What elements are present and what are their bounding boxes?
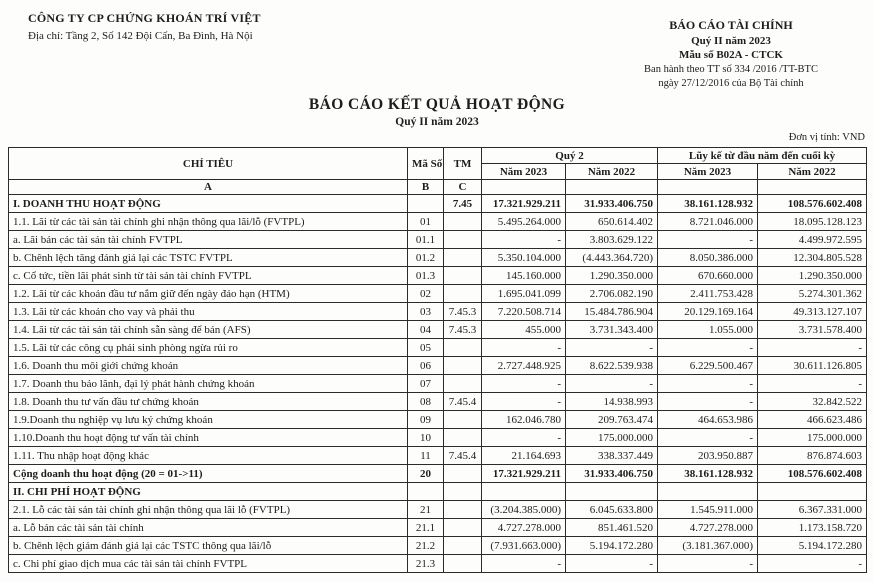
row-note-cell: [444, 231, 482, 249]
table-row: [9, 519, 867, 537]
row-lk-2022-cell: 876.874.603: [758, 447, 867, 465]
row-label-cell: b. Chênh lệch giảm đánh giá lại các TSTC thông qua lãi/lỗ: [9, 537, 408, 555]
row-note-cell: [444, 357, 482, 375]
row-label-cell: 1.10.Doanh thu hoạt động tư vấn tài chính: [9, 429, 408, 447]
report-info-date: ngày 27/12/2016 của Bộ Tài chính: [658, 77, 804, 89]
row-lk-2022-cell: 5.274.301.362: [758, 285, 867, 303]
report-info-circular: Ban hành theo TT số 334 /2016 /TT-BTC: [644, 63, 818, 75]
row-lk-2023-cell: 1.055.000: [658, 321, 758, 339]
row-q2-2022-cell: 175.000.000: [566, 429, 658, 447]
row-note-cell: [444, 537, 482, 555]
report-info-title: BÁO CÁO TÀI CHÍNH: [669, 18, 793, 32]
header-col-a: A: [9, 180, 408, 195]
row-note-cell: 7.45: [444, 195, 482, 213]
row-lk-2022-cell: 5.194.172.280: [758, 537, 867, 555]
header-col-empty: [758, 180, 867, 195]
header-col-c: C: [444, 180, 482, 195]
row-q2-2023-cell: 455.000: [482, 321, 566, 339]
row-lk-2023-cell: -: [658, 375, 758, 393]
row-lk-2023-cell: -: [658, 429, 758, 447]
row-code-cell: 21.2: [408, 537, 444, 555]
row-lk-2022-cell: 30.611.126.805: [758, 357, 867, 375]
row-label-cell: 1.3. Lãi từ các khoản cho vay và phải thu: [9, 303, 408, 321]
row-label-cell: b. Chênh lệch tăng đánh giá lại các TSTC FVTPL: [9, 249, 408, 267]
row-note-cell: [444, 555, 482, 573]
row-label-cell: 1.8. Doanh thu tư vấn đầu tư chứng khoán: [9, 393, 408, 411]
row-lk-2022-cell: 18.095.128.123: [758, 213, 867, 231]
row-q2-2023-cell: 17.321.929.211: [482, 195, 566, 213]
row-lk-2023-cell: 8.721.046.000: [658, 213, 758, 231]
row-code-cell: 01: [408, 213, 444, 231]
row-q2-2022-cell: 2.706.082.190: [566, 285, 658, 303]
row-note-cell: 7.45.4: [444, 393, 482, 411]
row-q2-2023-cell: -: [482, 339, 566, 357]
row-lk-2022-cell: 12.304.805.528: [758, 249, 867, 267]
table-row: [9, 249, 867, 267]
table-row: [9, 321, 867, 339]
row-lk-2022-cell: 6.367.331.000: [758, 501, 867, 519]
report-info-form: Mẫu số B02A - CTCK: [679, 49, 783, 62]
row-note-cell: [444, 519, 482, 537]
row-code-cell: 02: [408, 285, 444, 303]
row-lk-2023-cell: -: [658, 231, 758, 249]
row-lk-2023-cell: (3.181.367.000): [658, 537, 758, 555]
table-row: [9, 537, 867, 555]
row-code-cell: [408, 483, 444, 501]
row-q2-2022-cell: 8.622.539.938: [566, 357, 658, 375]
header-q2-2022: Năm 2022: [566, 164, 658, 180]
row-lk-2023-cell: 38.161.128.932: [658, 465, 758, 483]
row-code-cell: 04: [408, 321, 444, 339]
row-q2-2022-cell: 1.290.350.000: [566, 267, 658, 285]
row-label-cell: a. Lỗ bán các tài sản tài chính: [9, 519, 408, 537]
row-q2-2023-cell: (3.204.385.000): [482, 501, 566, 519]
report-table-body: [9, 195, 867, 573]
row-q2-2023-cell: 4.727.278.000: [482, 519, 566, 537]
row-lk-2023-cell: -: [658, 339, 758, 357]
report-info-block: [592, 18, 870, 91]
row-q2-2023-cell: 17.321.929.211: [482, 465, 566, 483]
row-note-cell: [444, 267, 482, 285]
header-tm: TM: [444, 148, 482, 180]
row-code-cell: 05: [408, 339, 444, 357]
table-row: [9, 429, 867, 447]
row-label-cell: c. Chi phí giao dịch mua các tài sản tài chính FVTPL: [9, 555, 408, 573]
row-q2-2022-cell: 15.484.786.904: [566, 303, 658, 321]
row-q2-2023-cell: -: [482, 429, 566, 447]
row-q2-2023-cell: 21.164.693: [482, 447, 566, 465]
row-lk-2023-cell: -: [658, 393, 758, 411]
row-label-cell: II. CHI PHÍ HOẠT ĐỘNG: [9, 483, 408, 501]
row-lk-2023-cell: 2.411.753.428: [658, 285, 758, 303]
report-info-period: Quý II năm 2023: [691, 34, 771, 47]
row-q2-2023-cell: -: [482, 375, 566, 393]
row-lk-2023-cell: 670.660.000: [658, 267, 758, 285]
table-row: [9, 267, 867, 285]
row-note-cell: 7.45.3: [444, 321, 482, 339]
row-q2-2022-cell: 3.731.343.400: [566, 321, 658, 339]
row-note-cell: [444, 411, 482, 429]
table-row: [9, 231, 867, 249]
row-q2-2022-cell: (4.443.364.720): [566, 249, 658, 267]
header-lk-2023: Năm 2023: [658, 164, 758, 180]
row-lk-2023-cell: 203.950.887: [658, 447, 758, 465]
row-label-cell: 2.1. Lỗ các tài sản tài chính ghi nhận thông qua lãi lỗ (FVTPL): [9, 501, 408, 519]
row-lk-2022-cell: 3.731.578.400: [758, 321, 867, 339]
row-q2-2023-cell: 145.160.000: [482, 267, 566, 285]
table-header: [9, 148, 867, 195]
row-q2-2022-cell: 5.194.172.280: [566, 537, 658, 555]
row-lk-2022-cell: 4.499.972.595: [758, 231, 867, 249]
row-lk-2022-cell: [758, 483, 867, 501]
row-lk-2022-cell: 175.000.000: [758, 429, 867, 447]
row-lk-2022-cell: 32.842.522: [758, 393, 867, 411]
row-q2-2022-cell: 31.933.406.750: [566, 465, 658, 483]
row-q2-2022-cell: 338.337.449: [566, 447, 658, 465]
row-note-cell: [444, 285, 482, 303]
row-lk-2022-cell: -: [758, 339, 867, 357]
header-col-empty: [566, 180, 658, 195]
row-lk-2023-cell: -: [658, 555, 758, 573]
table-row: [9, 339, 867, 357]
row-label-cell: a. Lãi bán các tài sản tài chính FVTPL: [9, 231, 408, 249]
row-code-cell: 01.3: [408, 267, 444, 285]
table-row: [9, 357, 867, 375]
table-row: [9, 213, 867, 231]
row-q2-2022-cell: 209.763.474: [566, 411, 658, 429]
table-row: [9, 375, 867, 393]
row-code-cell: 11: [408, 447, 444, 465]
row-lk-2023-cell: 8.050.386.000: [658, 249, 758, 267]
row-lk-2022-cell: 108.576.602.408: [758, 195, 867, 213]
row-q2-2023-cell: 2.727.448.925: [482, 357, 566, 375]
header-col-empty: [482, 180, 566, 195]
header-quy2-group: Quý 2: [482, 148, 658, 164]
row-lk-2022-cell: 49.313.127.107: [758, 303, 867, 321]
row-code-cell: 01.2: [408, 249, 444, 267]
row-note-cell: [444, 213, 482, 231]
row-q2-2023-cell: 7.220.508.714: [482, 303, 566, 321]
row-lk-2022-cell: -: [758, 375, 867, 393]
row-q2-2023-cell: (7.931.663.000): [482, 537, 566, 555]
row-lk-2023-cell: 1.545.911.000: [658, 501, 758, 519]
table-row: [9, 393, 867, 411]
row-label-cell: c. Cổ tức, tiền lãi phát sinh từ tài sản tài chính FVTPL: [9, 267, 408, 285]
row-lk-2023-cell: 20.129.169.164: [658, 303, 758, 321]
row-q2-2023-cell: 1.695.041.099: [482, 285, 566, 303]
row-label-cell: Cộng doanh thu hoạt động (20 = 01->11): [9, 465, 408, 483]
row-code-cell: 06: [408, 357, 444, 375]
row-q2-2022-cell: -: [566, 375, 658, 393]
row-note-cell: [444, 501, 482, 519]
income-statement-table: [8, 147, 867, 573]
row-q2-2022-cell: -: [566, 339, 658, 357]
table-row: [9, 501, 867, 519]
row-note-cell: [444, 483, 482, 501]
row-lk-2023-cell: 6.229.500.467: [658, 357, 758, 375]
row-label-cell: 1.2. Lãi từ các khoản đầu tư nắm giữ đến ngày đáo hạn (HTM): [9, 285, 408, 303]
row-label-cell: 1.9.Doanh thu nghiệp vụ lưu ký chứng khoán: [9, 411, 408, 429]
title-block: [0, 96, 874, 128]
header-ma-so: Mã Số: [408, 148, 444, 180]
table-row: [9, 303, 867, 321]
header-chi-tieu: CHỈ TIÊU: [9, 148, 408, 180]
row-lk-2023-cell: 4.727.278.000: [658, 519, 758, 537]
header-group-row: [9, 148, 867, 164]
row-code-cell: 07: [408, 375, 444, 393]
company-name: CÔNG TY CP CHỨNG KHOÁN TRÍ VIỆT: [28, 11, 261, 25]
row-q2-2022-cell: 3.803.629.122: [566, 231, 658, 249]
header-q2-2023: Năm 2023: [482, 164, 566, 180]
row-q2-2023-cell: 5.350.104.000: [482, 249, 566, 267]
row-label-cell: 1.5. Lãi từ các công cụ phái sinh phòng ngừa rủi ro: [9, 339, 408, 357]
row-label-cell: 1.4. Lãi từ các tài sản tài chính sẵn sàng để bán (AFS): [9, 321, 408, 339]
row-q2-2023-cell: -: [482, 231, 566, 249]
row-note-cell: [444, 249, 482, 267]
row-lk-2022-cell: -: [758, 555, 867, 573]
table-row: [9, 483, 867, 501]
row-lk-2022-cell: 108.576.602.408: [758, 465, 867, 483]
row-q2-2022-cell: -: [566, 555, 658, 573]
row-code-cell: 10: [408, 429, 444, 447]
table-row: [9, 465, 867, 483]
row-q2-2023-cell: 5.495.264.000: [482, 213, 566, 231]
row-q2-2023-cell: -: [482, 393, 566, 411]
row-code-cell: 21: [408, 501, 444, 519]
row-label-cell: 1.7. Doanh thu bảo lãnh, đại lý phát hành chứng khoán: [9, 375, 408, 393]
row-q2-2023-cell: -: [482, 555, 566, 573]
row-q2-2022-cell: 14.938.993: [566, 393, 658, 411]
row-label-cell: 1.6. Doanh thu môi giới chứng khoán: [9, 357, 408, 375]
company-header: [28, 11, 261, 42]
table-row: [9, 555, 867, 573]
unit-note: Đơn vị tính: VND: [788, 132, 865, 143]
row-label-cell: 1.1. Lãi từ các tài sản tài chính ghi nhận thông qua lãi/lỗ (FVTPL): [9, 213, 408, 231]
row-q2-2023-cell: 162.046.780: [482, 411, 566, 429]
row-lk-2023-cell: [658, 483, 758, 501]
header-lk-2022: Năm 2022: [758, 164, 867, 180]
row-lk-2022-cell: 1.173.158.720: [758, 519, 867, 537]
row-q2-2023-cell: [482, 483, 566, 501]
row-q2-2022-cell: 650.614.402: [566, 213, 658, 231]
row-note-cell: 7.45.4: [444, 447, 482, 465]
header-luyke-group: Lũy kế từ đầu năm đến cuối kỳ: [658, 148, 867, 164]
row-lk-2023-cell: 464.653.986: [658, 411, 758, 429]
row-code-cell: 21.3: [408, 555, 444, 573]
row-label-cell: 1.11. Thu nhập hoạt động khác: [9, 447, 408, 465]
header-abc-row: [9, 180, 867, 195]
row-note-cell: [444, 339, 482, 357]
table-row: [9, 195, 867, 213]
row-code-cell: 09: [408, 411, 444, 429]
row-note-cell: [444, 465, 482, 483]
row-code-cell: 21.1: [408, 519, 444, 537]
table-row: [9, 447, 867, 465]
row-code-cell: 08: [408, 393, 444, 411]
row-code-cell: 20: [408, 465, 444, 483]
row-code-cell: 01.1: [408, 231, 444, 249]
header-col-b: B: [408, 180, 444, 195]
row-q2-2022-cell: 31.933.406.750: [566, 195, 658, 213]
row-note-cell: 7.45.3: [444, 303, 482, 321]
table-row: [9, 411, 867, 429]
row-code-cell: [408, 195, 444, 213]
row-q2-2022-cell: 851.461.520: [566, 519, 658, 537]
page-subtitle: Quý II năm 2023: [395, 116, 479, 128]
row-note-cell: [444, 375, 482, 393]
table-row: [9, 285, 867, 303]
row-lk-2022-cell: 1.290.350.000: [758, 267, 867, 285]
row-note-cell: [444, 429, 482, 447]
company-address: Địa chỉ: Tầng 2, Số 142 Đội Cấn, Ba Đình, Hà Nội: [28, 30, 253, 42]
row-label-cell: I. DOANH THU HOẠT ĐỘNG: [9, 195, 408, 213]
page-title: BÁO CÁO KẾT QUẢ HOẠT ĐỘNG: [308, 96, 566, 113]
row-code-cell: 03: [408, 303, 444, 321]
row-lk-2022-cell: 466.623.486: [758, 411, 867, 429]
row-q2-2022-cell: 6.045.633.800: [566, 501, 658, 519]
row-lk-2023-cell: 38.161.128.932: [658, 195, 758, 213]
header-col-empty: [658, 180, 758, 195]
row-q2-2022-cell: [566, 483, 658, 501]
